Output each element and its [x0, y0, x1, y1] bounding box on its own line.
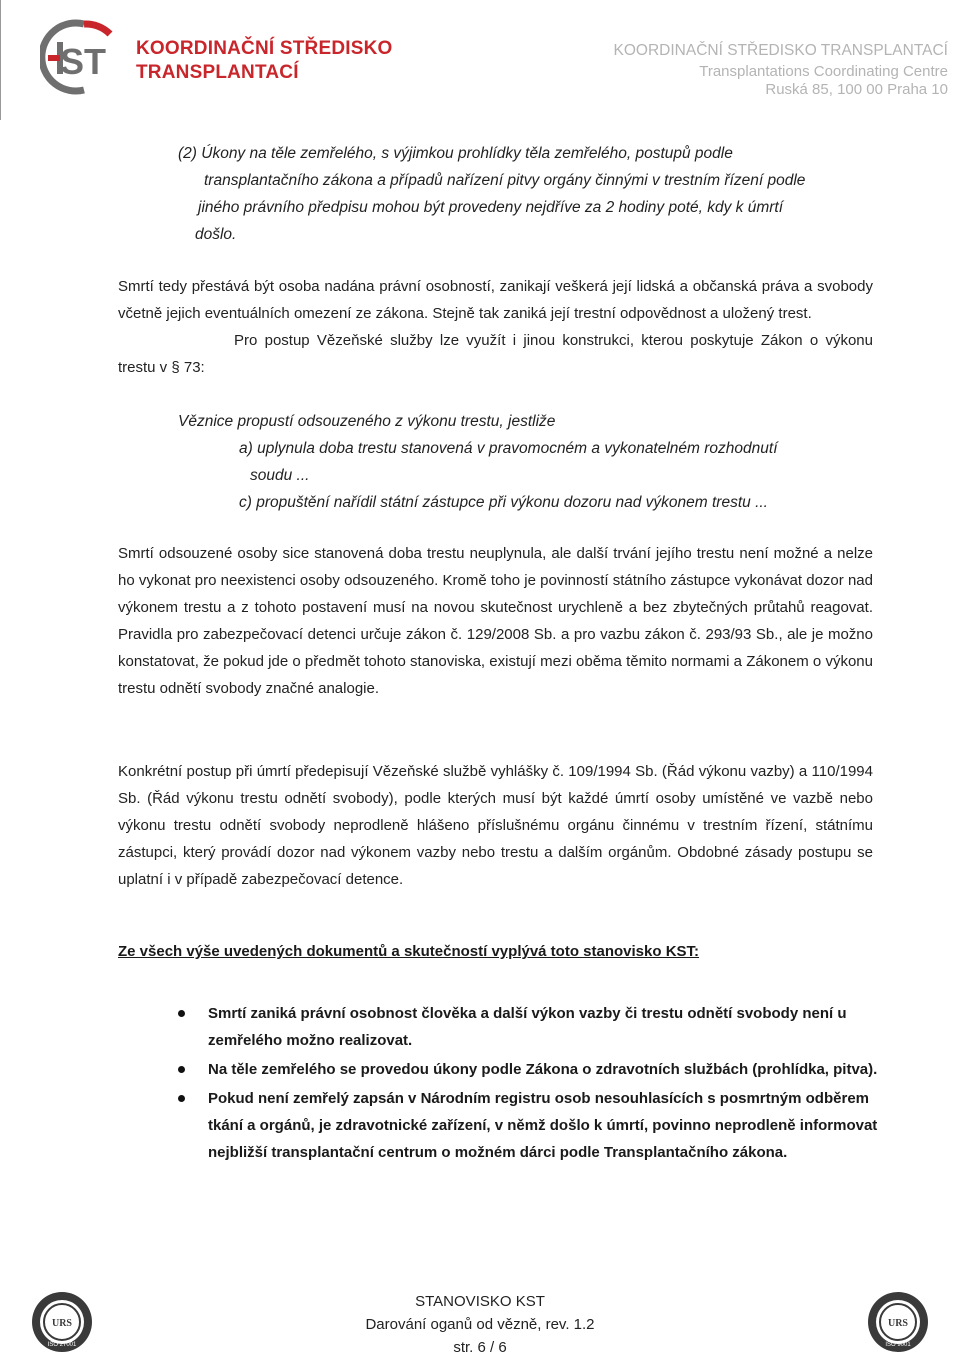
- header-left-rule: [0, 0, 1, 120]
- quote1-line4: došlo.: [195, 226, 237, 243]
- quote2-item-c: c) propuštění nařídil státní zástupce při výkonu dozoru nad výkonem trestu ...: [239, 494, 768, 511]
- org-name-en: Transplantations Coordinating Centre: [699, 63, 948, 80]
- bullet-text-1: Smrtí zaniká právní osobnost člověka a další výkon vazby či trestu odnětí svobody není u zemřelého možno realizovat.: [208, 1005, 847, 1049]
- logo-name-line1: KOORDINAČNÍ STŘEDISKO: [136, 38, 393, 59]
- svg-text:ST: ST: [60, 41, 107, 82]
- iso-9001-seal-icon: [866, 1290, 930, 1354]
- law-quote-2: [178, 408, 876, 516]
- footer-page-number: str. 6 / 6: [453, 1339, 507, 1356]
- conclusion-heading: Ze všech výše uvedených dokumentů a skutečností vyplývá toto stanovisko KST:: [118, 943, 700, 960]
- quote1-line3: jiného právního předpisu mohou být provedeny nejdříve za 2 hodiny poté, kdy k úmrtí: [198, 199, 784, 216]
- footer-document-name: Darování oganů od vězně, rev. 1.2: [365, 1316, 595, 1333]
- quote1-line1: (2) Úkony na těle zemřelého, s výjimkou prohlídky těla zemřelého, postupů podle: [178, 145, 733, 162]
- org-name: KOORDINAČNÍ STŘEDISKO TRANSPLANTACÍ: [613, 42, 948, 59]
- bullet-text-3: Pokud není zemřelý zapsán v Národním registru osob nesouhlasících s posmrtným odběrem tkání a orgánů, je zdravotnické zařízení, v němž došlo k úmrtí, povinno neprodleně informovat nejbližší transplantační centrum o možném dárci podle Transplantačního zákona.: [208, 1090, 878, 1161]
- bullet-icon: [178, 1095, 185, 1102]
- org-address: Ruská 85, 100 00 Praha 10: [765, 81, 948, 98]
- bullet-icon: [178, 1066, 185, 1073]
- logo-name-line2: TRANSPLANTACÍ: [136, 62, 299, 83]
- footer-title: STANOVISKO KST: [415, 1293, 545, 1310]
- quote1-line2: transplantačního zákona a případů nařízení pitvy orgány činnými v trestním řízení podle: [204, 172, 806, 189]
- list-item: [118, 1000, 878, 1054]
- svg-text:URS: URS: [51, 1318, 73, 1329]
- quote2-item-a-cont: soudu ...: [250, 467, 310, 484]
- paragraph-2: Smrtí odsouzené osoby sice stanovená doba trestu neuplynula, ale další trvání jejího trestu není možné a nelze ho vykonat pro neexistenci osoby odsouzeného. Kromě toho je povinností státního zástupce vykonávat dozor nad výkonem trestu a z tohoto postavení musí na novou skutečnost urychleně a bez zbytečných průtahů reagovat. Pravidla pro zabezpečovací detenci určuje zákon č. 129/2008 Sb. a pro vazbu zákon č. 293/93 Sb., ale je možno konstatovat, že pokud jde o předmět tohoto stanoviska, existují mezi oběma těmito normami a Zákonem o výkonu trestu odnětí svobody značné analogie.: [118, 545, 873, 697]
- kst-logo-icon: [40, 18, 132, 96]
- list-item: [118, 1085, 878, 1166]
- paragraph-3: Konkrétní postup při úmrtí předepisují Vězeňské službě vyhlášky č. 109/1994 Sb. (Řád výkonu vazby) a 110/1994 Sb. (Řád výkonu trestu odnětí svobody), podle kterých musí být každé úmrtí osoby umístěné ve vazbě nebo výkonu trestu odnětí svobody neprodleně hlášeno příslušnému orgánu činnému v trestním řízení, státnímu zástupci, který provádí dozor nad výkonem vazby nebo trestu a dalším orgánům. Obdobné zásady postupu se uplatní i v případě zabezpečovací detence.: [118, 763, 873, 888]
- paragraph-1-part-1: Smrtí tedy přestává být osoba nadána právní osobností, zanikají veškerá její lidská a občanská práva a svobody včetně jejich eventuálních omezení ze zákona. Stejně tak zaniká její trestní odpovědnost a uložený trest.: [118, 278, 873, 322]
- list-item: [118, 1056, 878, 1083]
- paragraph-1-part-2: Pro postup Vězeňské služby lze využít i jinou konstrukci, kterou poskytuje Zákon o výkonu trestu v § 73:: [118, 332, 873, 376]
- bullet-icon: [178, 1010, 185, 1017]
- quote2-intro: Věznice propustí odsouzeného z výkonu trestu, jestliže: [178, 413, 556, 430]
- page-footer: [0, 1290, 960, 1359]
- svg-text:URS: URS: [887, 1318, 909, 1329]
- svg-text:ISO 9001: ISO 9001: [885, 1342, 911, 1348]
- bullet-text-2: Na těle zemřelého se provedou úkony podle Zákona o zdravotních službách (prohlídka, pitva).: [208, 1061, 878, 1078]
- svg-text:ISO 27001: ISO 27001: [47, 1342, 77, 1348]
- quote2-item-a: a) uplynula doba trestu stanovená v pravomocném a vykonatelném rozhodnutí: [239, 440, 778, 457]
- law-quote-1: [178, 140, 878, 248]
- conclusion-list: [118, 1000, 878, 1168]
